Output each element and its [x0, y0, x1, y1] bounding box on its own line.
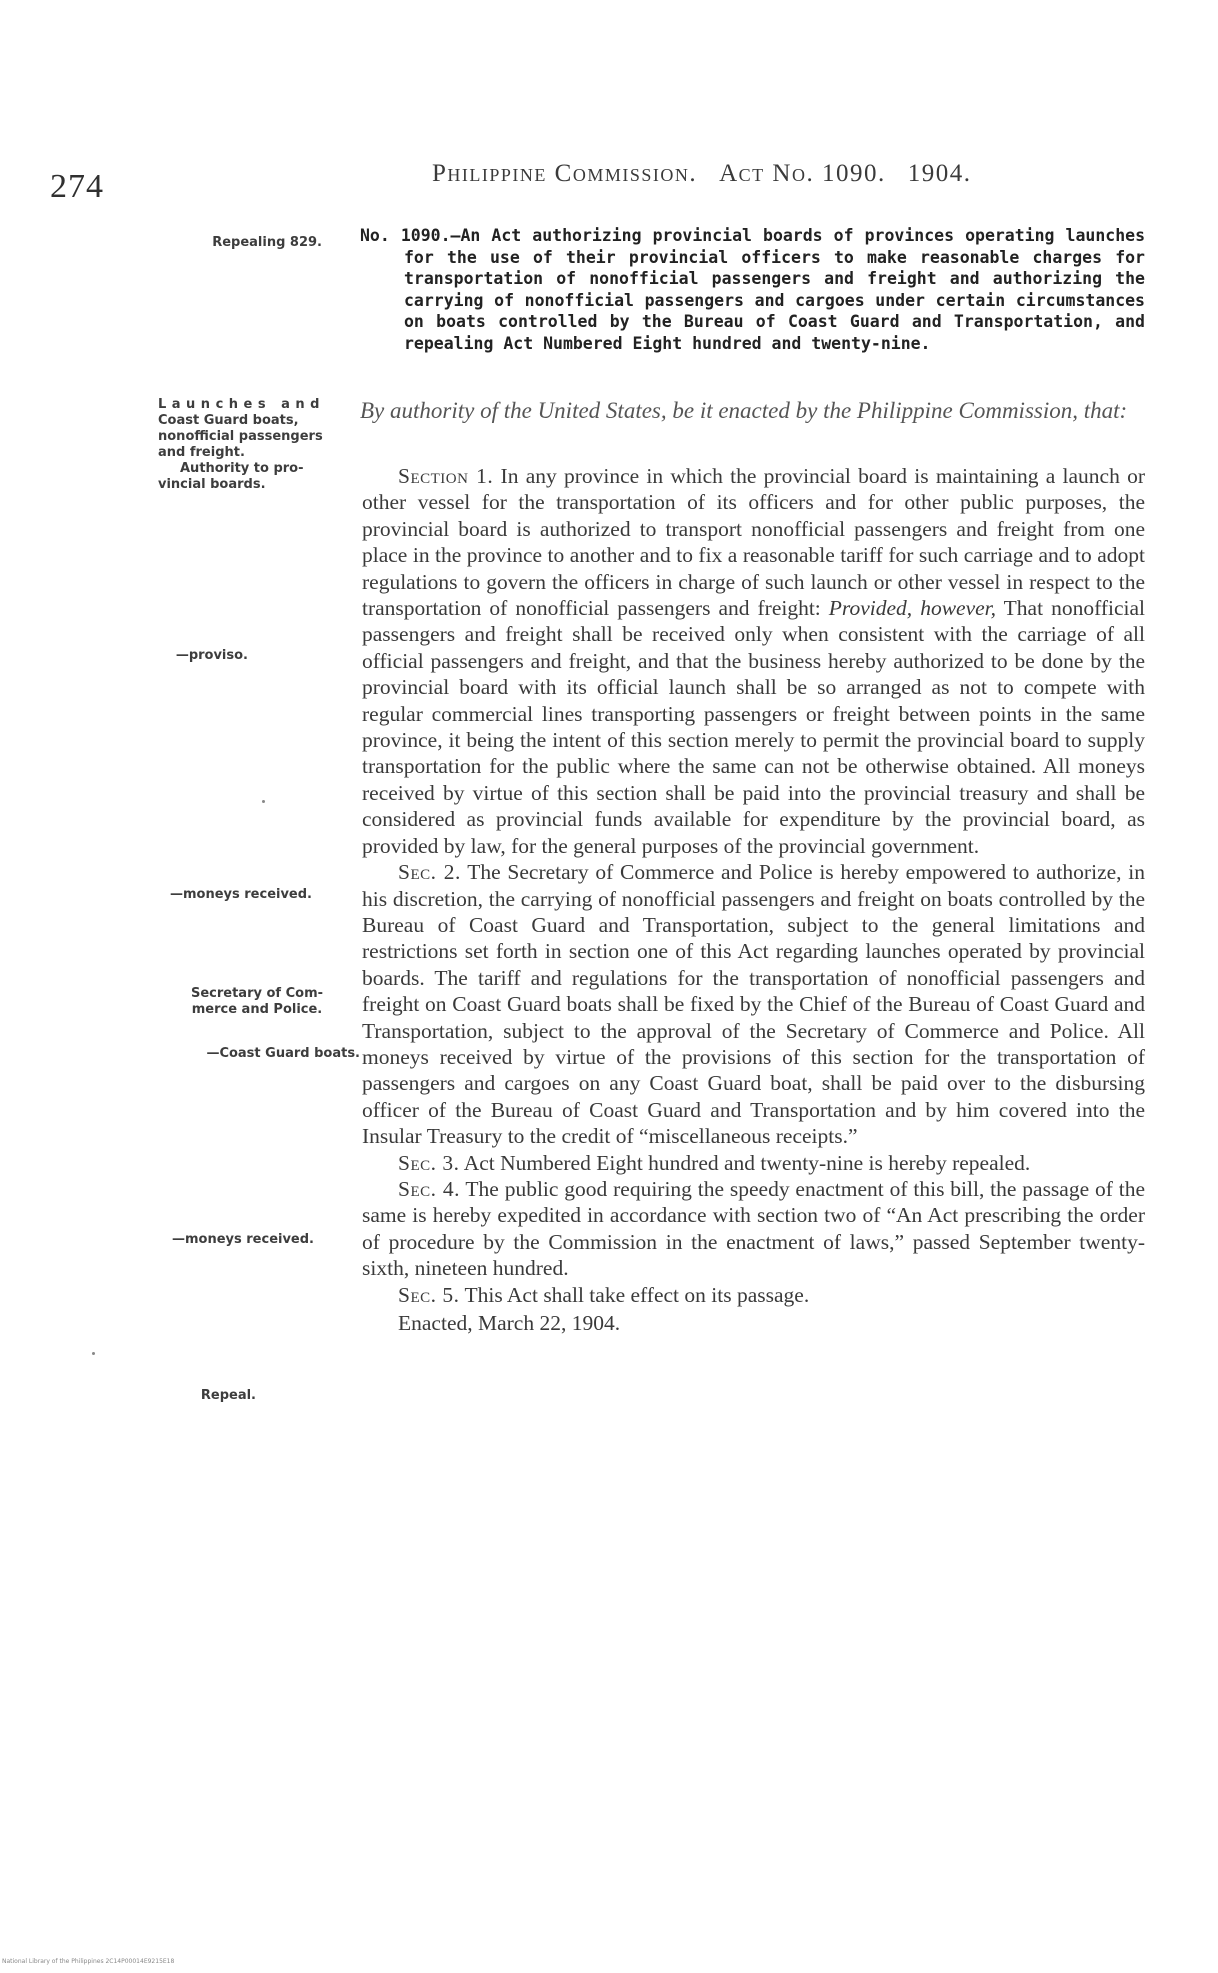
section-4-text: The public good requiring the speedy enactment of this bill, the passage of the same is hereby expedited in accordance with section two of “An Act prescribing the order of procedure by the Commission in the enactment of laws,” passed September twenty-sixth, nineteen hundred.: [362, 1176, 1145, 1281]
margin-note-launches-line1: Launches and: [158, 397, 325, 412]
page-number: 274: [50, 168, 104, 205]
scan-speck: [262, 800, 265, 803]
section-2-text: The Secretary of Commerce and Police is hereby empowered to authorize, in his discretion, the carrying of nonofficial passengers and freight on boats controlled by the Bureau of Coast Guard and Transportation, subject to the general limitations and restrictions set forth in section one of this Act regarding launches operated by provincial boards. The tariff and regulations for the transportation of nonofficial passengers and freight on Coast Guard boats shall be fixed by the Chief of the Bureau of Coast Guard and Transportation, subject to the approval of the Secretary of Commerce and Police. All moneys received by virtue of the provisions of this section for the transportation of passengers and cargoes on any Coast Guard boat, shall be paid over to the disbursing officer of the Bureau of Coast Guard and Transportation and by him covered into the Insular Treasury to the credit of “miscellaneous receipts.”: [362, 860, 1146, 1149]
margin-note-secretary-line1: Secretary of Com-: [190, 986, 324, 1001]
margin-note-repealing: Repealing 829.: [212, 235, 322, 250]
section-4: [362, 1176, 1145, 1282]
section-2: [362, 859, 1145, 1149]
margin-note-launches-line4: and freight.: [158, 445, 245, 460]
margin-note-launches: [158, 397, 358, 461]
margin-note-launches-line3: nonofficial passengers: [158, 429, 323, 444]
section-5: [362, 1282, 1145, 1308]
section-1-proviso: Provided, however,: [828, 596, 997, 621]
scan-speck: [92, 1352, 95, 1355]
margin-note-launches-line2: Coast Guard boats,: [158, 413, 299, 428]
section-4-label: Sec. 4.: [398, 1176, 460, 1201]
act-body: [362, 463, 1145, 1336]
margin-note-repeal: Repeal.: [200, 1388, 256, 1403]
enacting-clause: By authority of the United States, be it enacted by the Philippine Commission, that:: [360, 398, 1128, 423]
margin-note-authority-line1: Authority to pro-: [180, 461, 304, 476]
section-1-label: Section 1.: [398, 464, 494, 488]
margin-note-moneys-received-2: —moneys received.: [171, 1232, 314, 1247]
section-3-text: Act Numbered Eight hundred and twenty-nine is hereby repealed.: [459, 1150, 1031, 1175]
section-2-label: Sec. 2.: [398, 860, 461, 885]
margin-note-authority: [158, 461, 358, 493]
running-head: [432, 160, 971, 188]
margin-note-moneys-received-1: —moneys received.: [169, 887, 312, 902]
margin-note-secretary-line2: merce and Police.: [191, 1002, 323, 1017]
section-1-text-a: In any province in which the provincial board is maintaining a launch or other vessel for the transportation of its officers and for other public purposes, the provincial board is authorized to transport nonofficial passengers and freight from one place in the province to another and to fix a reasonable tariff for such carriage and to adopt regulations to govern the officers in charge of such launch or other vessel in respect to the transportation of nonofficial passengers and freight:: [362, 464, 1145, 621]
running-head-act: Act No. 1090.: [719, 160, 886, 187]
section-1: [362, 463, 1145, 859]
margin-note-coast-guard: —Coast Guard boats.: [206, 1046, 360, 1061]
act-number: No. 1090.: [360, 226, 451, 245]
section-3: [362, 1150, 1145, 1176]
running-head-publisher: Philippine Commission.: [432, 160, 698, 187]
margin-note-authority-line2: vincial boards.: [158, 477, 266, 492]
section-5-label: Sec. 5.: [398, 1282, 460, 1307]
act-title-text: —An Act authorizing provincial boards of provinces operating launches for the use of their provincial officers to make reasonable charges for transportation of nonofficial passengers and freight and authorizing the carrying of nonofficial passengers and cargoes under certain circumstances on boats controlled by the Bureau of Coast Guard and Transportation, and repealing Act Numbered Eight hundred and twenty-nine.: [404, 226, 1146, 353]
enacted-date: Enacted, March 22, 1904.: [398, 1311, 621, 1335]
act-title: [360, 225, 1145, 354]
section-3-label: Sec. 3.: [398, 1150, 460, 1175]
margin-note-secretary: [152, 986, 362, 1018]
section-5-text: This Act shall take effect on its passage.: [459, 1282, 810, 1307]
footer-note: National Library of the Philippines 2C14P00014E9215E18: [2, 1958, 175, 1965]
section-1-text-b: That nonofficial passengers and freight shall be received only when consistent with the carriage of all official passengers and freight, and that the business hereby authorized to be done by the provincial board with its official launch shall be so arranged as not to compete with regular commercial lines transporting passengers or freight between points in the same province, it being the intent of this section merely to permit the provincial board to supply transportation for the public where the same can not be otherwise obtained. All moneys received by virtue of this section shall be paid into the provincial treasury and shall be considered as provincial funds available for expenditure by the provincial board, as provided by law, for the general purposes of the provincial government.: [362, 596, 1145, 858]
running-head-year: 1904.: [907, 160, 972, 187]
margin-note-proviso: —proviso.: [175, 648, 248, 663]
